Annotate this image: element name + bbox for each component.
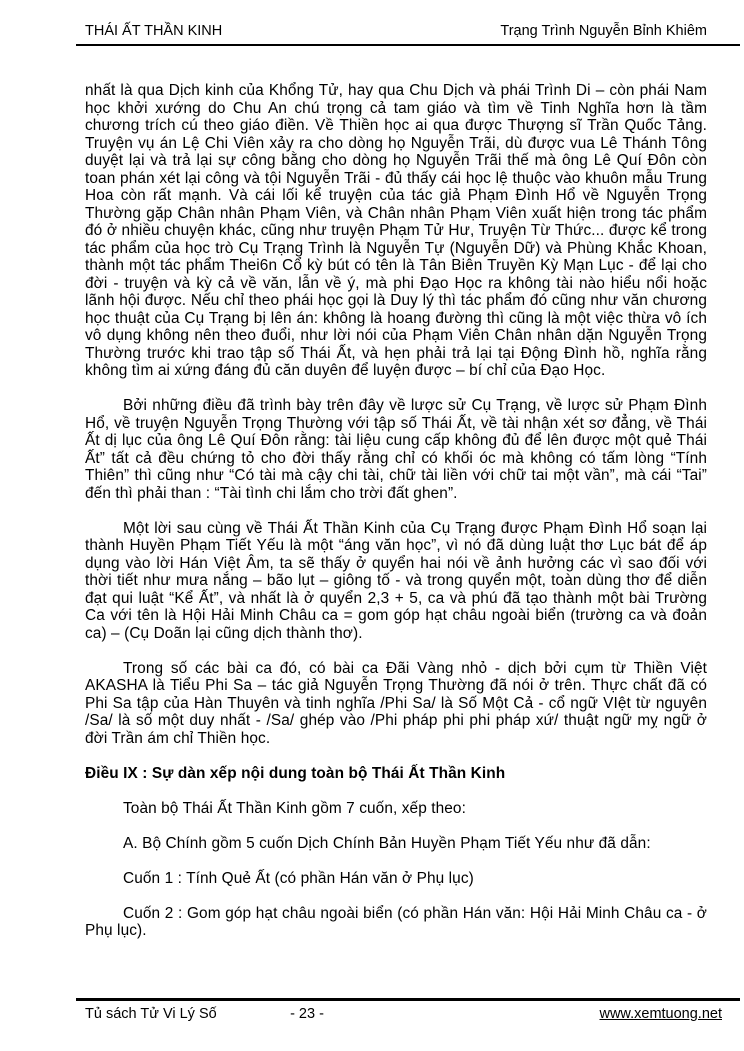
paragraph: Bởi những điều đã trình bày trên đây về lược sử Cụ Trạng, về lược sử Phạm Đình Hổ, về truyện Nguyễn Trọng Thường với tập số Thái Ất, về tài nhận xét sơ đẳng, về Thái Ất dị lục của ông Lê Quí Đôn rằng: tài liệu cung cấp không đủ để lên được một quẻ Thái Ất” tất cả đều chứng tỏ cho đời thấy rằng chỉ có khối óc mà không có tấm lòng “Tính Thiên” thì cũng như “Có tài mà cậy chi tài, chữ tài liền với chữ tai một vần”, mà cái “Tai” đến thì phải than : “Tài tình chi lắm cho trời đất ghen”. (85, 397, 707, 502)
paragraph: Toàn bộ Thái Ất Thần Kinh gồm 7 cuốn, xếp theo: (123, 799, 466, 817)
paragraph: Trong số các bài ca đó, có bài ca Đãi Vàng nhỏ - dịch bởi cụm từ Thiền Việt AKASHA là Tiểu Phi Sa – tác giả Nguyễn Trọng Thường đã nói ở trên. Thực chất đã có Phi Sa tập của Hàn Thuyên và tinh nghĩa /Phi Sa/ là Số Một Cả - cổ ngữ VIệt từ nguyên /Sa/ là số một duy nhất - /Sa/ ghép vào /Phi pháp phi phi pháp xứ/ thuật ngữ mỵ ngữ ở đời Trần ám chỉ Thiền học. (85, 659, 707, 747)
paragraph: nhất là qua Dịch kinh của Khổng Tử, hay qua Chu Dịch và phái Trình Di – còn phái Nam học khởi xướng do Chu An chú trọng cả tam giáo và tìm về Tinh Nghĩa hơn là tầm chương trích cú theo giáo điền. Về Thiền học ai qua được Thượng sĩ Trần Quốc Tảng. Truyện vụ án Lệ Chi Viên xảy ra cho dòng họ Nguyễn Trãi, dù được vua Lê Thánh Tông duyệt lại và trả lại sự công bằng cho dòng họ Nguyễn Trãi thế mà ông Lê Quí Đôn còn toan phán xét lại công và tội Nguyễn Trãi - đủ thấy cái học lệ thuộc vào khuôn mẫu Trung Hoa còn rất mạnh. Và cái lối kể truyện của tác giả Phạm Đình Hổ về Nguyễn Trọng Thường gặp Chân nhân Phạm Viên, và Chân nhân Phạm Viên xuất hiện trong tác phẩm đó ở nhiều chuyện khác, cũng như truyện Phạm Tử Hư, Truyện Từ Thức... được kể trong tác phẩm của học trò Cụ Trạng Trình là Nguyễn Tự (Nguyễn Dữ) và Phùng Khắc Khoan, thành một tác phẩm Thei6n Cổ kỳ bút có tên là Tân Biên Truyền Kỳ Mạn Lục - để lại cho đời - truyện và kỳ cả về văn, lẫn về ý, mà phi Đạo Học ra không tài nào hiểu nổi hoặc lãnh hội được. Nếu chỉ theo phái học gọi là Duy lý thì tác phẩm đó cũng như văn chương học thuật của Cụ Trạng bị lên án: không là hoang đường thì cũng là một việc thừa vô ích vô dụng không nên theo đuổi, như lời nói của Phạm Viên Chân nhân dặn Nguyễn Trọng Thường trước khi trao tập số Thái Ất, và hẹn phải trả lại tại Động Đình hồ, nghĩa rằng không tìm ai xứng đáng đủ căn duyên để luyện được – bí chỉ của Đạo Học. (85, 82, 707, 379)
paragraph: Cuốn 1 : Tính Quẻ Ất (có phần Hán văn ở Phụ lục) (123, 869, 474, 887)
header-author: Trạng Trình Nguyễn Bỉnh Khiêm (500, 23, 707, 39)
paragraph: Một lời sau cùng về Thái Ất Thần Kinh của Cụ Trạng được Phạm Đình Hổ soạn lại thành Huyền Phạm Tiết Yếu là một “áng văn học”, vì nó đã dùng luật thơ Lục bát để áp dụng vào lời Hán Việt Âm, ta sẽ thấy ở quyển hai nói về ảnh hưởng các vì sao đối với thời tiết như mưa nắng – bão lụt – giông tố - và trong quyển một, toàn dùng thơ để diễn đạt qui luật “Kể Ất”, và nhất là ở quyển 2,3 + 5, ca và phú đã tạo thành một bài Trường Ca với tên là Hội Hải Minh Châu ca = gom góp hạt châu ngoài biển (trường ca và đoản ca) – (Cụ Doãn lại cũng dịch thành thơ). (85, 519, 707, 642)
footer-page-number: - 23 - (290, 1006, 324, 1022)
header-book-title: THÁI ẤT THẦN KINH (85, 23, 223, 39)
footer-divider (76, 998, 740, 1001)
paragraph: A. Bộ Chính gồm 5 cuốn Dịch Chính Bản Huyền Phạm Tiết Yếu như đã dẫn: (123, 834, 651, 852)
page-header (85, 23, 707, 39)
page-footer (85, 1006, 722, 1026)
paragraph: Cuốn 2 : Gom góp hạt châu ngoài biển (có phần Hán văn: Hội Hải Minh Châu ca - ở Phụ lục). (85, 904, 707, 939)
document-body (85, 82, 707, 957)
footer-collection-label: Tủ sách Tử Vi Lý Số (85, 1006, 217, 1022)
section-heading: Điều IX : Sự dàn xếp nội dung toàn bộ Thái Ất Thần Kinh (85, 764, 506, 782)
header-divider (76, 44, 740, 46)
footer-website-link[interactable]: www.xemtuong.net (599, 1006, 722, 1022)
